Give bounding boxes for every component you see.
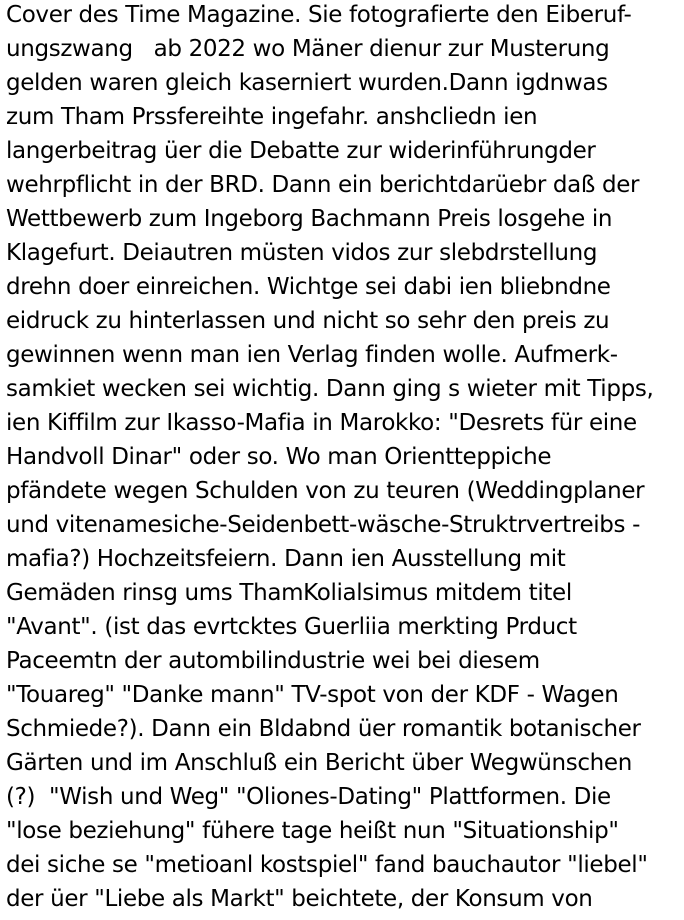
text-line: Schmiede?). Dann ein Bldabnd üer romantik botanischer [6,716,641,742]
text-line: ungszwang ab 2022 wo Mäner dienur zur Musterung [6,36,610,62]
text-line: mafia?) Hochzeitsfeiern. Dann ien Ausstellung mit [6,546,566,572]
text-line: zum Tham Prssfereihte ingefahr. anshcliedn ien [6,104,538,130]
text-line: eidruck zu hinterlassen und nicht so sehr den preis zu [6,308,610,334]
text-line: "Avant". (ist das evrtcktes Guerliia merkting Prduct [6,614,577,640]
text-line: Gärten und im Anschluß ein Bericht über Wegwünschen [6,750,632,776]
text-line: und vitenamesiche-Seidenbett-wäsche-Struktrvertreibs - [6,512,641,538]
text-line: "Touareg" "Danke mann" TV-spot von der KDF - Wagen [6,682,619,708]
text-line: Klagefurt. Deiautren müsten vidos zur slebdrstellung [6,240,598,266]
text-line: "lose beziehung" fühere tage heißt nun "Situationship" [6,818,619,844]
body-text [6,0,682,916]
text-line: gewinnen wenn man ien Verlag finden wolle. Aufmerk- [6,342,618,368]
text-line: Wettbewerb zum Ingeborg Bachmann Preis losgehe in [6,206,613,232]
text-line: pfändete wegen Schulden von zu teuren (Weddingplaner [6,478,645,504]
text-line: Handvoll Dinar" oder so. Wo man Orientteppiche [6,444,552,470]
text-line: dei siche se "metioanl kostspiel" fand bauchautor "liebel" [6,852,648,878]
text-line: samkiet wecken sei wichtig. Dann ging s wieter mit Tipps, [6,376,654,402]
text-line: der üer "Liebe als Markt" beichtete, der Konsum von [6,886,593,912]
text-line: gelden waren gleich kaserniert wurden.Dann igdnwas [6,70,608,96]
text-line: drehn doer einreichen. Wichtge sei dabi ien bliebndne [6,274,611,300]
text-line: (?) "Wish und Weg" "Oliones-Dating" Plattformen. Die [6,784,611,810]
text-line: wehrpflicht in der BRD. Dann ein berichtdarüebr daß der [6,172,640,198]
text-line: langerbeitrag üer die Debatte zur widerinführungder [6,138,596,164]
text-line: Cover des Time Magazine. Sie fotografierte den Eiberuf- [6,2,632,28]
text-line: Paceemtn der autombilindustrie wei bei diesem [6,648,540,674]
text-line: Gemäden rinsg ums ThamKolialsimus mitdem titel [6,580,572,606]
text-line: ien Kiffilm zur Ikasso-Mafia in Marokko: "Desrets für eine [6,410,637,436]
